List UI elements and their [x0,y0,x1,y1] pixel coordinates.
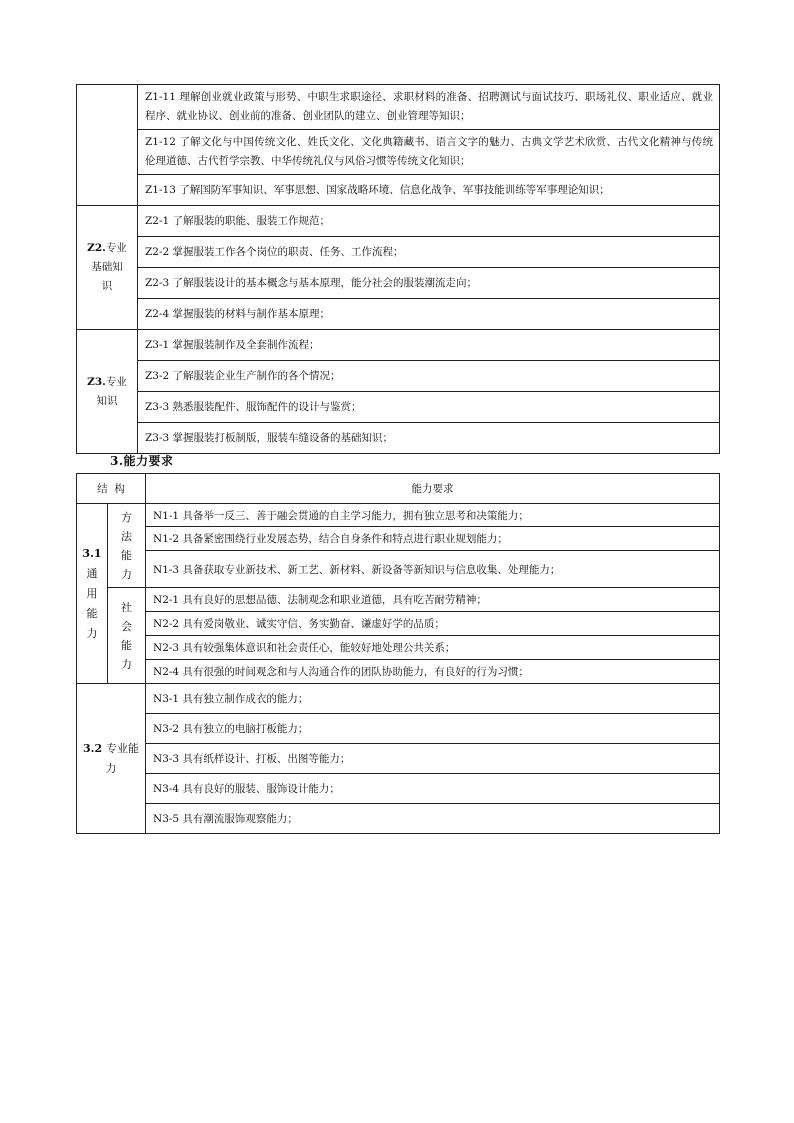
ability-item-n1-3: N1-3 具备获取专业新技术、新工艺、新材料、新设备等新知识与信息收集、处理能力； [146,551,720,588]
social-label-char4: 力 [121,657,132,671]
method-label-char1: 方 [121,510,132,524]
professional-label-line2: 力 [105,761,117,775]
general-label-num: 3.1 [82,546,102,560]
ability-item-n3-4: N3-4 具有良好的服装、服饰设计能力； [146,774,720,804]
method-label-char3: 能 [121,548,132,562]
knowledge-table [76,84,720,454]
general-ability-label [77,504,108,684]
general-label-char1: 通 [86,566,98,580]
knowledge-item-z1-13: Z1-13 了解国防军事知识、军事思想、国家战略环境、信息化战争、军事技能训练等军事理论知识； [138,175,720,206]
category-z2-line2: 基础知 [91,261,123,273]
general-label-char2: 用 [86,586,98,600]
professional-label-line1: 专业能 [105,741,139,755]
knowledge-item-z3-3: Z3-3 熟悉服装配件、服饰配件的设计与鉴赏； [138,392,720,423]
category-z2-cell [77,206,138,330]
professional-ability-label [77,684,146,834]
knowledge-item-z3-4: Z3-3 掌握服装打板制版，服装车缝设备的基础知识； [138,423,720,454]
ability-item-n2-1: N2-1 具有良好的思想品德、法制观念和职业道德，具有吃苦耐劳精神； [146,588,720,612]
header-structure: 结 构 [77,474,146,504]
category-z2-num: Z2. [87,242,106,254]
category-z3-line1: 专业 [105,375,127,388]
method-label-char4: 力 [121,567,132,581]
ability-item-n2-2: N2-2 具有爱岗敬业、诚实守信、务实勤奋、谦虚好学的品质； [146,612,720,636]
knowledge-item-z2-3: Z2-3 了解服装设计的基本概念与基本原理，能分社会的服装潮流走向； [138,268,720,299]
knowledge-item-z1-11: Z1-11 理解创业就业政策与形势、中职生求职途径、求职材料的准备、招聘测试与面试技巧、职场礼仪、职业适应、就业程序、就业协议、创业前的准备、创业团队的建立、创业管理等知识； [138,85,720,130]
ability-item-n2-4: N2-4 具有很强的时间观念和与人沟通合作的团队协助能力，有良好的行为习惯； [146,660,720,684]
section-title: 3.能力要求 [110,454,174,468]
general-label-char3: 能 [86,606,98,620]
ability-item-n3-3: N3-3 具有纸样设计、打板、出图等能力； [146,744,720,774]
knowledge-item-z2-2: Z2-2 掌握服装工作各个岗位的职责、任务、工作流程； [138,237,720,268]
header-requirement: 能力要求 [146,474,720,504]
professional-label-num: 3.2 [83,741,103,755]
knowledge-item-z1-12: Z1-12 了解文化与中国传统文化、姓氏文化、文化典籍藏书、语言文字的魅力、古典文学艺术欣赏、古代文化精神与传统伦理道德、古代哲学宗教、中华传统礼仪与风俗习惯等传统文化知识； [138,130,720,175]
category-z2-line1: 专业 [105,242,127,254]
category-z1-cell [77,85,138,206]
method-ability-label [108,504,146,588]
ability-item-n2-3: N2-3 具有较强集体意识和社会责任心，能较好地处理公共关系； [146,636,720,660]
knowledge-item-z2-1: Z2-1 了解服装的职能、服装工作规范； [138,206,720,237]
social-label-char1: 社 [121,600,132,614]
ability-item-n3-1: N3-1 具有独立制作成衣的能力； [146,684,720,714]
ability-table [76,473,720,834]
ability-item-n1-1: N1-1 具备举一反三、善于融会贯通的自主学习能力，拥有独立思考和决策能力； [146,504,720,527]
knowledge-item-z3-1: Z3-1 掌握服装制作及全套制作流程； [138,330,720,361]
category-z3-cell [77,330,138,454]
category-z2-line3: 识 [101,280,113,292]
social-label-char2: 会 [121,619,132,633]
category-z3-line2: 知识 [96,394,118,407]
method-label-char2: 法 [121,529,132,543]
knowledge-item-z3-2: Z3-2 了解服装企业生产制作的各个情况； [138,361,720,392]
ability-item-n3-2: N3-2 具有独立的电脑打板能力； [146,714,720,744]
knowledge-item-z2-4: Z2-4 掌握服装的材料与制作基本原理； [138,299,720,330]
social-ability-label [108,588,146,684]
ability-item-n1-2: N1-2 具备紧密围绕行业发展态势，结合自身条件和特点进行职业规划能力； [146,527,720,551]
general-label-char4: 力 [86,626,98,640]
social-label-char3: 能 [121,638,132,652]
category-z3-num: Z3. [87,375,106,388]
ability-item-n3-5: N3-5 具有潮流服饰观察能力； [146,804,720,834]
